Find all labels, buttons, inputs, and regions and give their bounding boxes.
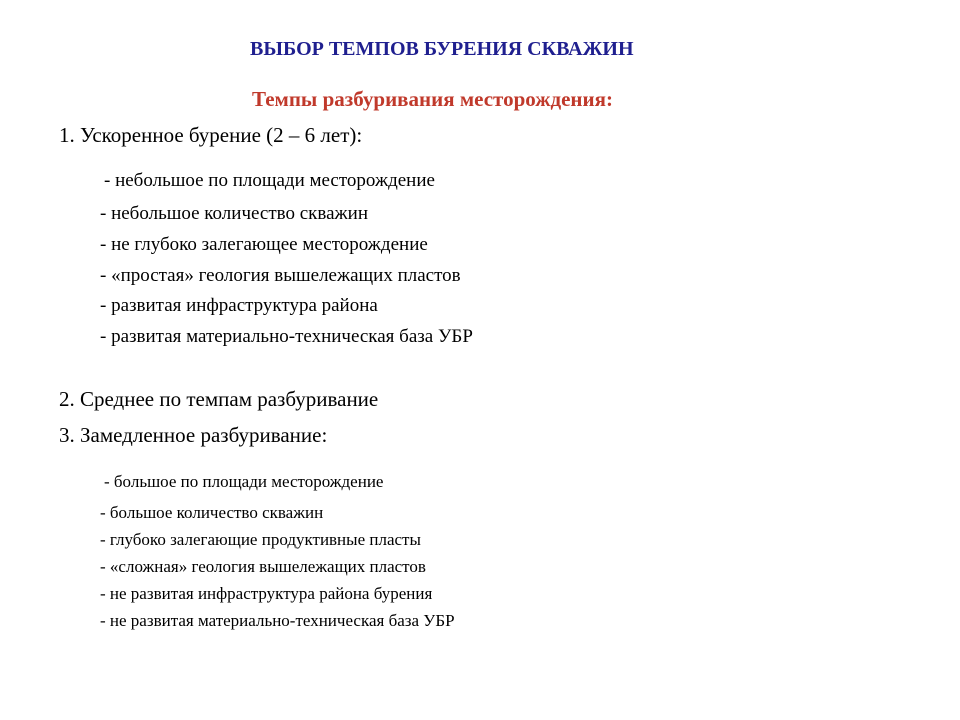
section3-bullet: - большое количество скважин — [100, 503, 324, 522]
section1-bullet: - развитая инфраструктура района — [100, 295, 378, 316]
section3-bullet: - не развитая материально-техническая база УБР — [100, 611, 455, 630]
section3-bullet: - не развитая инфраструктура района бурения — [100, 584, 433, 603]
slide-title: ВЫБОР ТЕМПОВ БУРЕНИЯ СКВАЖИН — [250, 38, 634, 60]
section1-bullet: - не глубоко залегающее месторождение — [100, 234, 428, 255]
section3-heading: 3. Замедленное разбуривание: — [59, 423, 328, 447]
section3-bullet: - глубоко залегающие продуктивные пласты — [100, 530, 421, 549]
section1-heading: 1. Ускоренное бурение (2 – 6 лет): — [59, 123, 363, 147]
slide-subtitle: Темпы разбуривания месторождения: — [252, 87, 613, 111]
section1-bullet: - небольшое по площади месторождение — [104, 170, 435, 191]
section3-bullet: - большое по площади месторождение — [104, 472, 384, 491]
section2-heading: 2. Среднее по темпам разбуривание — [59, 387, 379, 411]
section1-bullet: - небольшое количество скважин — [100, 203, 369, 224]
section3-bullet: - «сложная» геология вышележащих пластов — [100, 557, 426, 576]
section1-bullet: - «простая» геология вышележащих пластов — [100, 265, 461, 286]
section1-bullet: - развитая материально-техническая база УБР — [100, 326, 473, 347]
